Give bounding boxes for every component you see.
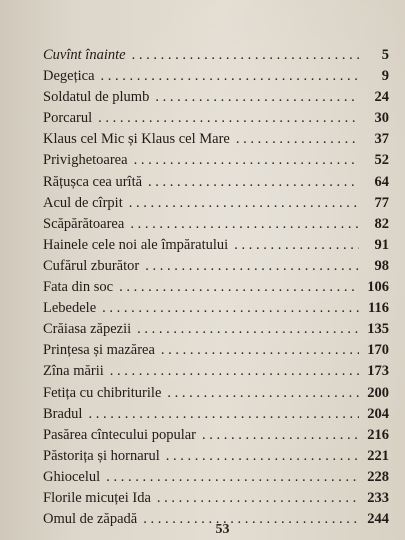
toc-entry	[43, 425, 389, 446]
dot-leader	[129, 193, 359, 214]
dot-leader	[236, 129, 359, 150]
toc-entry-title: Hainele cele noi ale împăratului	[43, 236, 229, 253]
dot-leader	[132, 45, 359, 66]
toc-entry-page: 30	[374, 110, 389, 127]
toc-entry	[43, 150, 389, 171]
dot-leader	[134, 150, 359, 171]
toc-entry-title: Rățușca cea urîtă	[43, 173, 143, 190]
toc-entry-title: Privighetoarea	[43, 152, 128, 169]
toc-entry	[43, 87, 389, 108]
dot-leader	[202, 425, 359, 446]
table-of-contents	[43, 45, 389, 530]
toc-entry-title: Scăpărătoarea	[43, 215, 125, 232]
toc-entry-title: Soldatul de plumb	[43, 89, 150, 106]
toc-entry-page: 233	[367, 489, 389, 506]
toc-entry-page: 98	[374, 257, 389, 274]
dot-leader	[130, 214, 359, 235]
toc-entry-page: 5	[381, 47, 389, 63]
toc-entry	[43, 298, 389, 319]
toc-entry-page: 221	[367, 447, 389, 464]
toc-entry-title: Florile micuței Ida	[43, 489, 151, 506]
toc-entry-title: Păstorița și hornarul	[43, 447, 160, 464]
toc-entry-title: Pasărea cîntecului popular	[43, 426, 196, 443]
toc-entry-title: Cuvînt înainte	[43, 47, 126, 63]
dot-leader	[167, 383, 359, 404]
dot-leader	[148, 172, 359, 193]
dot-leader	[88, 404, 359, 425]
toc-entry-page: 170	[367, 342, 389, 359]
dot-leader	[119, 277, 359, 298]
toc-entry-title: Acul de cîrpit	[43, 194, 123, 211]
toc-entry	[43, 193, 389, 214]
dot-leader	[155, 87, 359, 108]
toc-entry	[43, 235, 389, 256]
toc-entry-page: 228	[367, 468, 389, 485]
dot-leader	[98, 108, 359, 129]
dot-leader	[234, 235, 359, 256]
toc-entry	[43, 172, 389, 193]
toc-entry	[43, 404, 389, 425]
toc-entry	[43, 446, 389, 467]
dot-leader	[161, 340, 359, 361]
toc-entry-title: Degețica	[43, 68, 95, 85]
toc-entry-title: Crăiasa zăpezii	[43, 321, 132, 338]
dot-leader	[101, 66, 359, 87]
toc-entry-page: 24	[374, 89, 389, 106]
toc-entry	[43, 129, 389, 150]
dot-leader	[106, 467, 359, 488]
toc-entry	[43, 488, 389, 509]
toc-entry-page: 77	[374, 194, 389, 211]
dot-leader	[145, 256, 359, 277]
toc-entry-title: Prințesa și mazărea	[43, 342, 155, 359]
toc-entry	[43, 108, 389, 129]
toc-entry-page: 64	[374, 173, 389, 190]
toc-entry-page: 200	[367, 384, 389, 401]
toc-entry-page: 9	[381, 68, 389, 85]
dot-leader	[102, 298, 359, 319]
toc-entry	[43, 214, 389, 235]
toc-entry-title: Omul de zăpadă	[43, 511, 138, 528]
toc-entry	[43, 340, 389, 361]
toc-entry-title: Fetița cu chibriturile	[43, 384, 162, 401]
toc-entry-page: 204	[367, 405, 389, 422]
dot-leader	[137, 319, 359, 340]
toc-entry-title: Zîna mării	[43, 363, 104, 380]
toc-entry	[43, 277, 389, 298]
toc-entry	[43, 66, 389, 87]
toc-entry-page: 52	[374, 152, 389, 169]
toc-entry-page: 91	[374, 236, 389, 253]
toc-entry-page: 216	[367, 426, 389, 443]
toc-entry-page: 135	[367, 321, 389, 338]
toc-entry-page: 82	[374, 215, 389, 232]
toc-entry	[43, 45, 389, 66]
toc-entry-title: Cufărul zburător	[43, 257, 140, 274]
toc-entry-title: Fata din soc	[43, 279, 114, 296]
toc-entry	[43, 256, 389, 277]
toc-entry-title: Porcarul	[43, 110, 93, 127]
dot-leader	[166, 446, 359, 467]
toc-entry-page: 106	[367, 279, 389, 296]
toc-entry-title: Ghiocelul	[43, 468, 101, 485]
toc-entry-page: 244	[367, 511, 389, 528]
toc-entry-title: Bradul	[43, 405, 83, 422]
dot-leader	[157, 488, 359, 509]
toc-entry-page: 37	[374, 131, 389, 148]
dot-leader	[110, 361, 359, 382]
toc-entry-title: Lebedele	[43, 300, 97, 317]
page-number: 53	[215, 522, 230, 537]
toc-entry	[43, 361, 389, 382]
toc-entry	[43, 383, 389, 404]
toc-entry-page: 173	[367, 363, 389, 380]
toc-entry-title: Klaus cel Mic și Klaus cel Mare	[43, 131, 230, 148]
toc-entry	[43, 319, 389, 340]
toc-entry	[43, 467, 389, 488]
toc-entry-page: 116	[368, 300, 389, 317]
